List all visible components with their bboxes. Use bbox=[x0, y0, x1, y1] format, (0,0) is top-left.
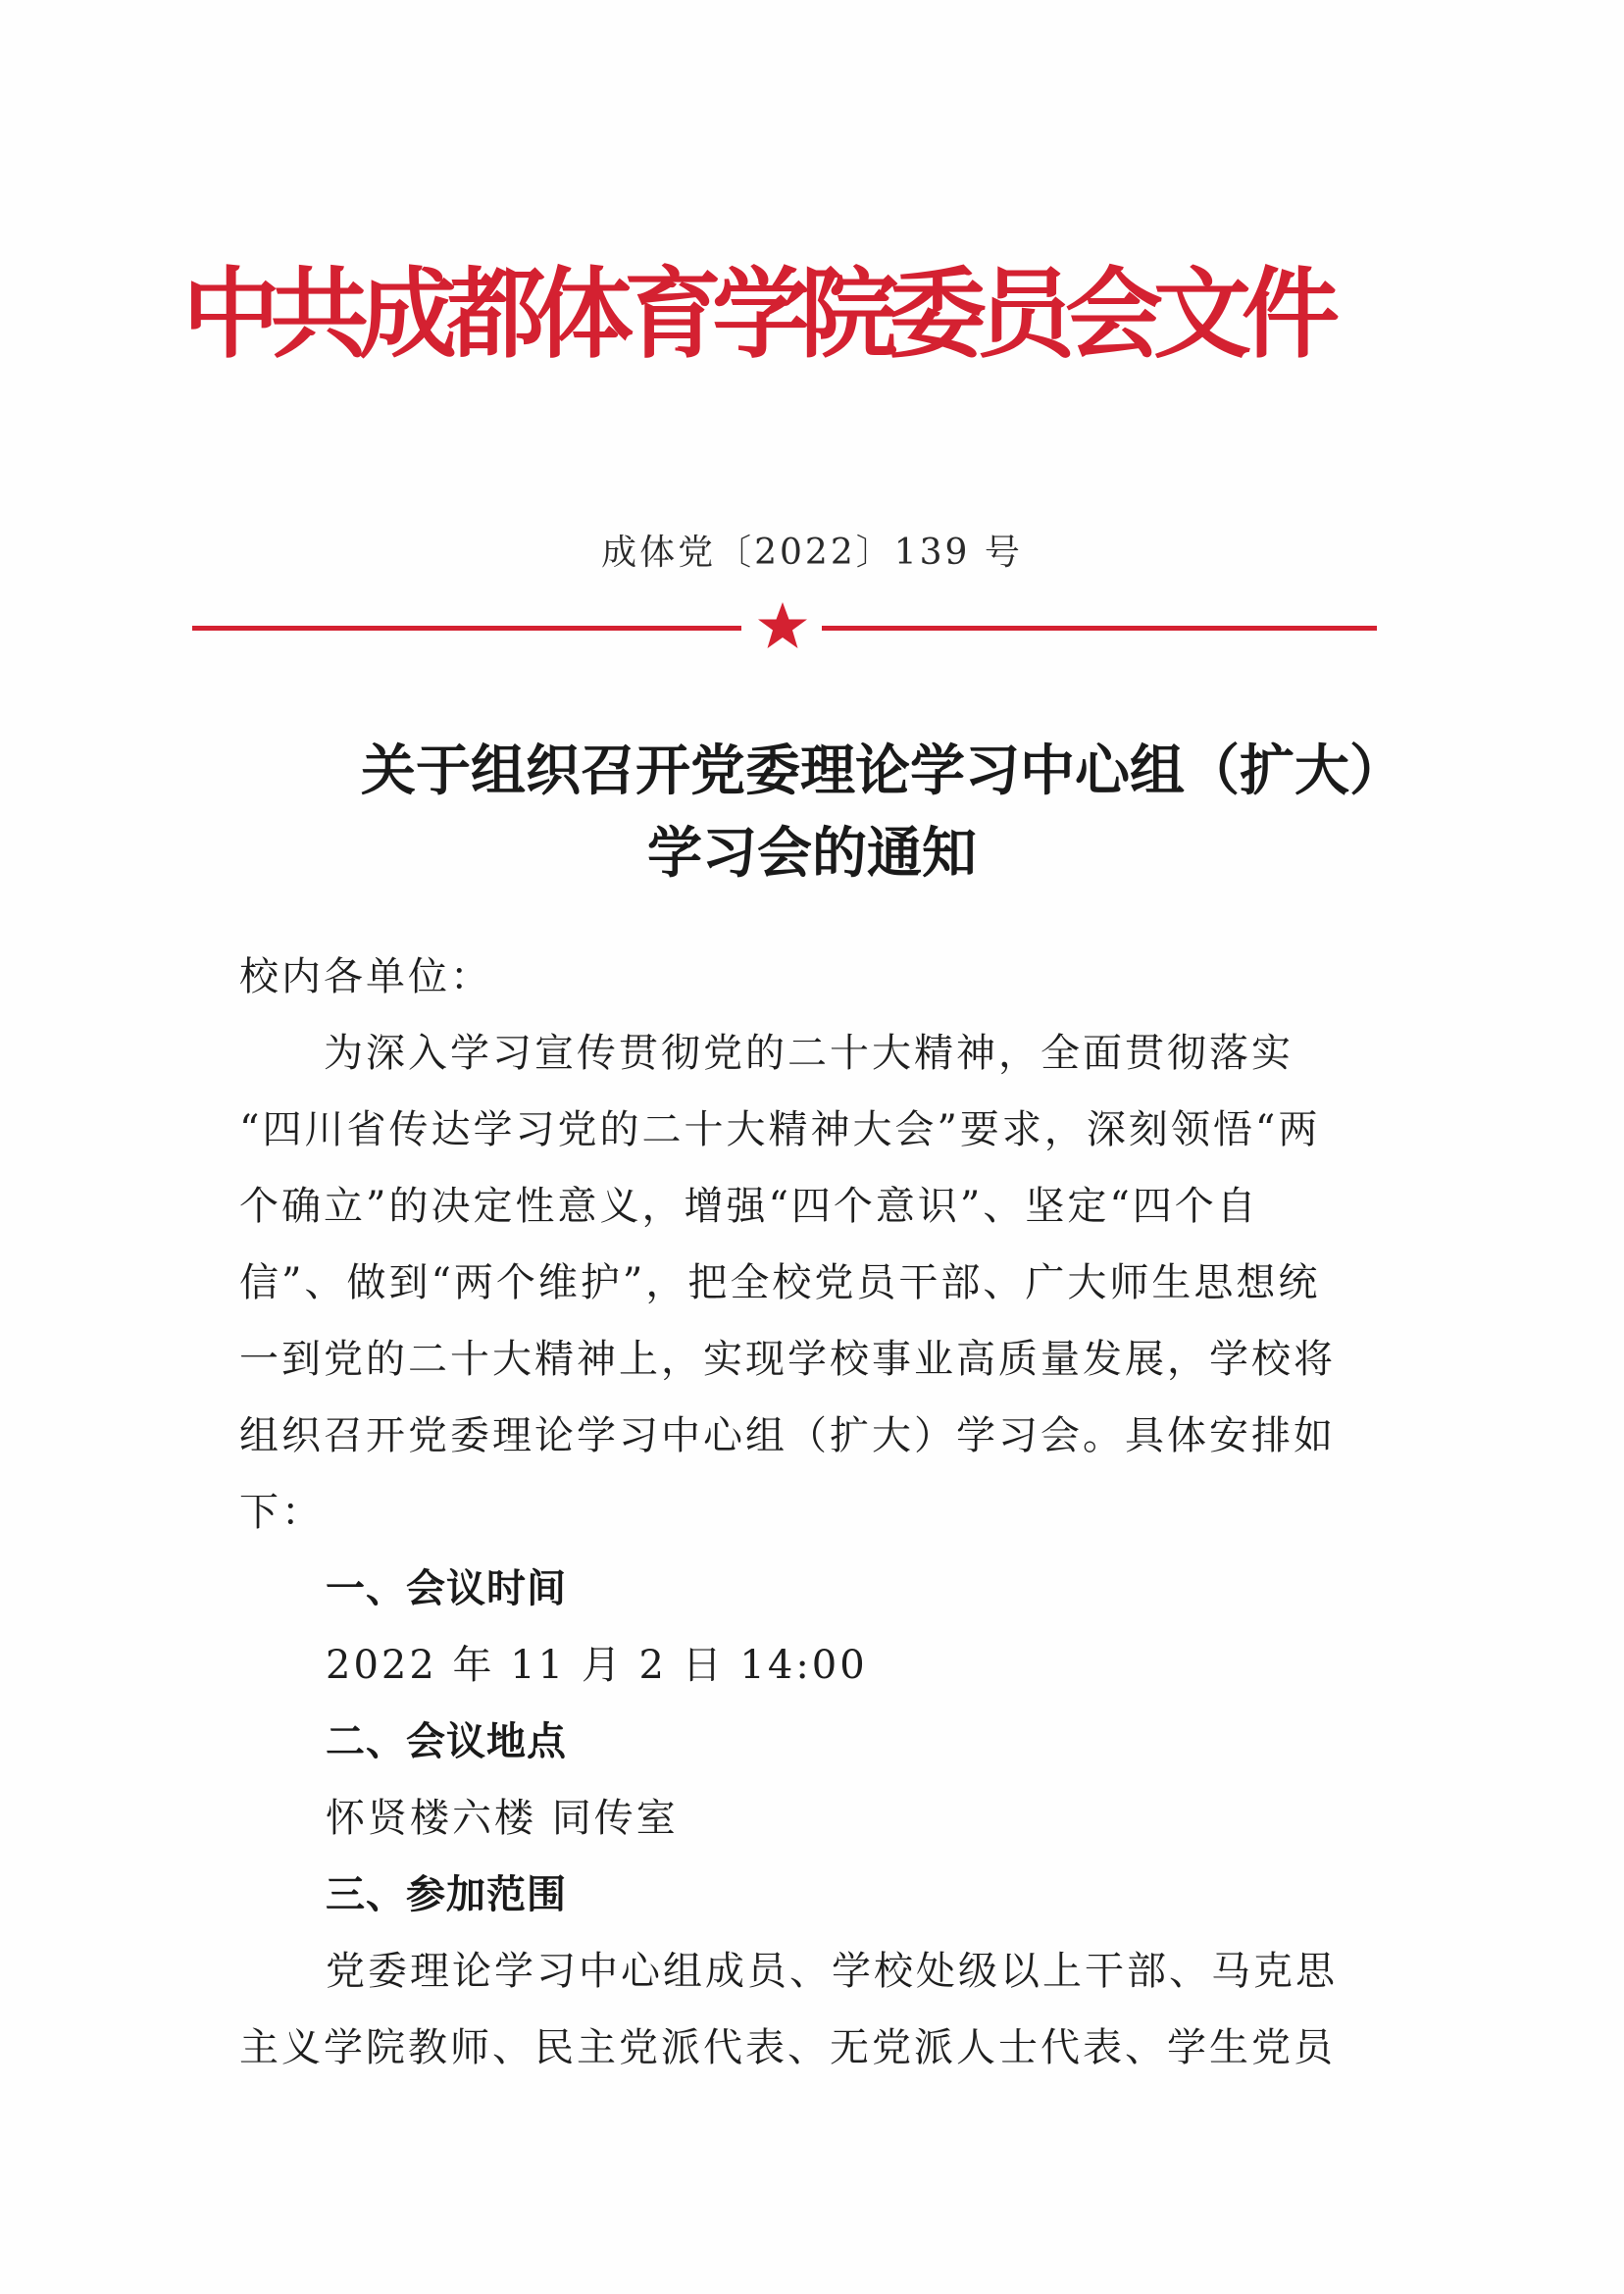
section-heading-participants: 三、参加范围 bbox=[326, 1871, 567, 1917]
intro-line: 个确立”的决定性意义，增强“四个意识”、坚定“四个自 bbox=[239, 1184, 1259, 1229]
notice-title-line-1: 关于组织召开党委理论学习中心组（扩大） bbox=[361, 739, 1404, 803]
intro-line: 信”、做到“两个维护”，把全校党员干部、广大师生思想统 bbox=[239, 1260, 1321, 1305]
intro-line: “四川省传达学习党的二十大精神大会”要求，深刻领悟“两 bbox=[239, 1107, 1321, 1152]
red-star-icon bbox=[757, 600, 808, 651]
document-number: 成体党〔2022〕139 号 bbox=[601, 533, 1023, 573]
intro-line: 为深入学习宣传贯彻党的二十大精神，全面贯彻落实 bbox=[239, 1031, 1294, 1076]
meeting-time: 2022 年 11 月 2 日 14:00 bbox=[326, 1643, 868, 1688]
intro-line: 一到党的二十大精神上，实现学校事业高质量发展，学校将 bbox=[239, 1337, 1336, 1382]
salutation: 校内各单位： bbox=[239, 954, 492, 999]
notice-title-line-2: 学习会的通知 bbox=[647, 821, 977, 886]
intro-line: 组织召开党委理论学习中心组（扩大）学习会。具体安排如 bbox=[239, 1413, 1336, 1458]
red-divider-left bbox=[192, 626, 741, 631]
intro-line: 下： bbox=[239, 1490, 324, 1535]
meeting-location: 怀贤楼六楼 同传室 bbox=[326, 1796, 679, 1841]
section-heading-time: 一、会议时间 bbox=[326, 1565, 567, 1611]
red-divider-right bbox=[822, 626, 1377, 631]
participants-line: 党委理论学习中心组成员、学校处级以上干部、马克思 bbox=[326, 1949, 1338, 1994]
section-heading-location: 二、会议地点 bbox=[326, 1718, 567, 1764]
document-masthead: 中共成都体育学院委员会文件 bbox=[182, 256, 1330, 372]
participants-continuation: 主义学院教师、民主党派代表、无党派人士代表、学生党员 bbox=[239, 2025, 1336, 2070]
